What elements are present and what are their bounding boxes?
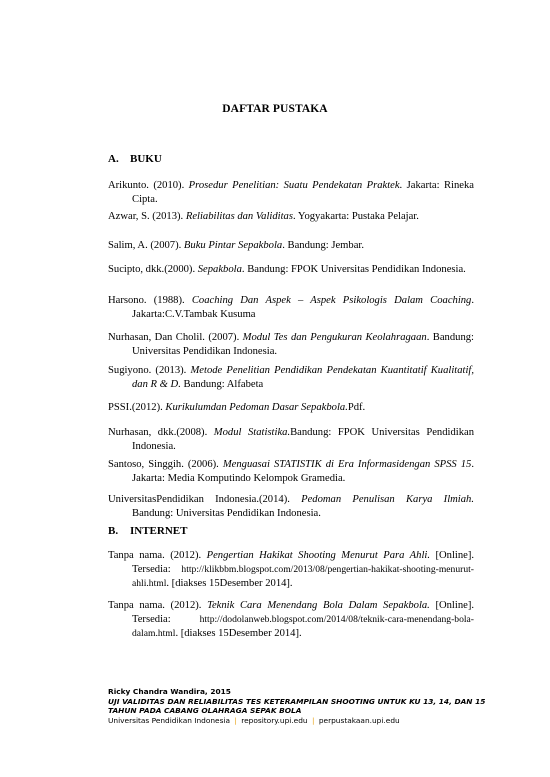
reference-item: Tanpa nama. (2012). Pengertian Hakikat Shooting Menurut Para Ahli. [Online]. Tersedia: http://klikbbm.blogspot.com/2013/08/pengertian-hakikat-shooting-menurut-ahli.html. [diakses 15Desember 2014].: [108, 550, 475, 590]
reference-url: http://klikbbm.blogspot.com/2013/08/pengertian-hakikat-shooting-menurut-ahli.html: [132, 564, 474, 590]
reference-item: Harsono. (1988). Coaching Dan Aspek – Aspek Psikologis Dalam Coaching. Jakarta:C.V.Tambak Kusuma: [108, 295, 475, 321]
reference-item: Sucipto, dkk.(2000). Sepakbola. Bandung: FPOK Universitas Pendidikan Indonesia.: [108, 264, 466, 275]
reference-item: Salim, A. (2007). Buku Pintar Sepakbola. Bandung: Jembar.: [108, 240, 364, 251]
reference-item: Nurhasan, dkk.(2008). Modul Statistika.Bandung: FPOK Universitas Pendidikan Indonesia.: [108, 427, 474, 453]
section-heading-buku: [108, 153, 162, 165]
section-title: BUKU: [130, 153, 162, 165]
reference-item: Nurhasan, Dan Cholil. (2007). Modul Tes dan Pengukuran Keolahragaan. Bandung: Universitas Pendidikan Indonesia.: [108, 332, 474, 358]
footer-institution: Universitas Pendidikan Indonesia: [108, 715, 231, 725]
footer-thesis-title: UJI VALIDITAS DAN RELIABILITAS TES KETERAMPILAN SHOOTING UNTUK KU 13, 14, DAN 15 TAHUN PADA CABANG OLAHRAGA SEPAK BOLA: [108, 696, 486, 715]
reference-item: Tanpa nama. (2012). Teknik Cara Menendang Bola Dalam Sepakbola. [Online]. Tersedia: http://dodolanweb.blogspot.com/2014/08/teknik-cara-menendang-bola-dalam.html. [diakses 15Desember 2014].: [108, 600, 474, 640]
page-title: DAFTAR PUSTAKA: [222, 103, 328, 115]
footer-links: [108, 716, 488, 726]
section-letter: A.: [108, 153, 119, 165]
page-footer: [108, 687, 488, 725]
reference-item: Sugiyono. (2013). Metode Penelitian Pendidikan Pendekatan Kuantitatif Kualitatif, dan R & D. Bandung: Alfabeta: [108, 365, 475, 391]
footer-separator: |: [311, 715, 315, 725]
reference-url: http://dodolanweb.blogspot.com/2014/08/teknik-cara-menendang-bola-dalam.html: [132, 614, 474, 640]
footer-separator: |: [234, 715, 237, 725]
footer-repository: repository.upi.edu: [241, 715, 308, 725]
reference-item: PSSI.(2012). Kurikulumdan Pedoman Dasar Sepakbola.Pdf.: [108, 402, 366, 413]
footer-author: Ricky Chandra Wandira, 2015: [108, 687, 231, 696]
section-letter: B.: [108, 525, 119, 537]
section-title: INTERNET: [130, 525, 188, 537]
reference-item: UniversitasPendidikan Indonesia.(2014). Pedoman Penulisan Karya Ilmiah. Bandung: Universitas Pendidikan Indonesia.: [108, 494, 474, 520]
footer-library: perpustakaan.upi.edu: [318, 715, 400, 725]
section-heading-internet: [108, 525, 187, 537]
reference-item: Azwar, S. (2013). Reliabilitas dan Validitas. Yogyakarta: Pustaka Pelajar.: [108, 211, 419, 222]
reference-item: Santoso, Singgih. (2006). Menguasai STATISTIK di Era Informasidengan SPSS 15. Jakarta: Media Komputindo Kelompok Gramedia.: [108, 459, 474, 485]
reference-item: Arikunto. (2010). Prosedur Penelitian: Suatu Pendekatan Praktek. Jakarta: Rineka Cipta.: [108, 180, 474, 206]
